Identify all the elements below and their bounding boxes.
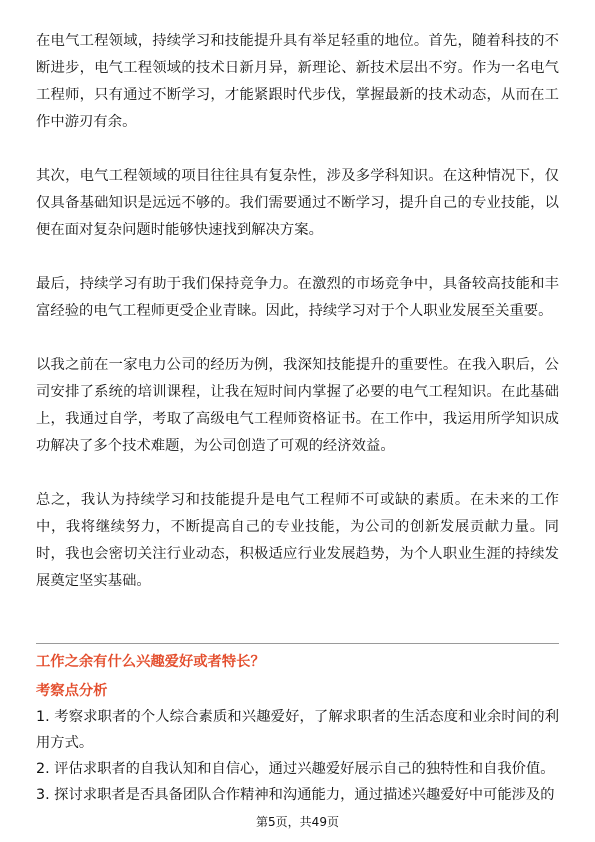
analysis-item-3: 3. 探讨求职者是否具备团队合作精神和沟通能力，通过描述兴趣爱好中可能涉及的	[36, 787, 555, 803]
analysis-list	[36, 704, 559, 808]
body-paragraph-3: 最后，持续学习有助于我们保持竞争力。在激烈的市场竞争中，具备较高技能和丰富经验的电气工程师更受企业青睐。因此，持续学习对于个人职业发展至关重要。	[36, 276, 559, 319]
analysis-item-2: 2. 评估求职者的自我认知和自信心，通过兴趣爱好展示自己的独特性和自我价值。	[36, 761, 555, 777]
analysis-item-1: 1. 考察求职者的个人综合素质和兴趣爱好，了解求职者的生活态度和业余时间的利用方式。	[36, 709, 559, 751]
answer-body	[36, 28, 559, 595]
page-number: 第5页，共49页	[256, 815, 339, 829]
body-paragraph-4: 以我之前在一家电力公司的经历为例，我深知技能提升的重要性。在我入职后，公司安排了系统的培训课程，让我在短时间内掌握了必要的电气工程知识。在此基础上，我通过自学，考取了高级电气工程师资格证书。在工作中，我运用所学知识成功解决了多个技术难题，为公司创造了可观的经济效益。	[36, 357, 559, 454]
body-paragraph-5: 总之，我认为持续学习和技能提升是电气工程师不可或缺的素质。在未来的工作中，我将继续努力，不断提高自己的专业技能，为公司的创新发展贡献力量。同时，我也会密切关注行业动态，积极适应行业发展趋势，为个人职业生涯的持续发展奠定坚实基础。	[36, 492, 559, 589]
question-heading: 工作之余有什么兴趣爱好或者特长？	[36, 654, 265, 670]
body-paragraph-1: 在电气工程领域，持续学习和技能提升具有举足轻重的地位。首先，随着科技的不断进步，电气工程领域的技术日新月异，新理论、新技术层出不穷。作为一名电气工程师，只有通过不断学习，才能紧跟时代步伐，掌握最新的技术动态，从而在工作中游刃有余。	[36, 33, 559, 130]
analysis-heading: 考察点分析	[36, 683, 108, 699]
section-divider	[36, 643, 559, 644]
body-paragraph-2: 其次，电气工程领域的项目往往具有复杂性，涉及多学科知识。在这种情况下，仅仅具备基础知识是远远不够的。我们需要通过不断学习，提升自己的专业技能，以便在面对复杂问题时能够快速找到解决方案。	[36, 168, 559, 238]
